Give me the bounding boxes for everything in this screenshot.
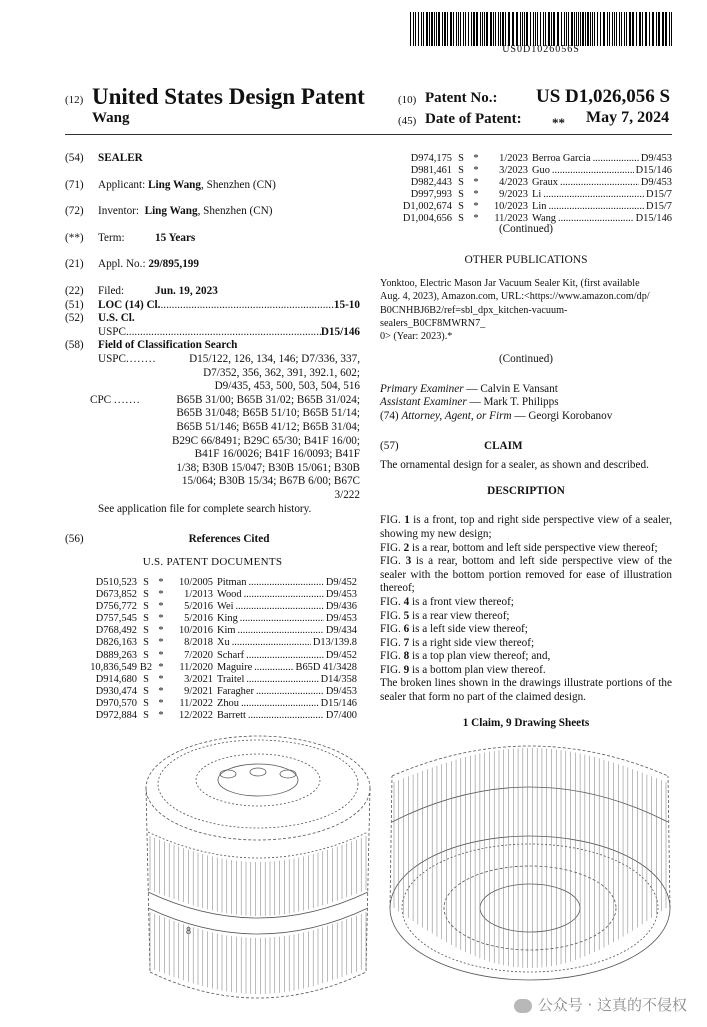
reference-cls: D14/358 (320, 673, 357, 685)
code-12: (12) (65, 94, 84, 106)
barcode-bar (580, 12, 581, 46)
reference-name: Wood (217, 589, 242, 601)
barcode-bar (614, 12, 615, 46)
barcode-bar (447, 12, 448, 46)
reference-cls: D15/146 (320, 697, 357, 709)
reference-kind: S (458, 177, 464, 189)
barcode-bar (543, 12, 544, 46)
code-45: (45) (398, 115, 417, 127)
barcode-bar (607, 12, 608, 46)
reference-row (65, 662, 357, 674)
reference-date: 9/2023 (499, 189, 528, 201)
barcode-bar (520, 12, 521, 46)
barcode-bar (619, 12, 620, 46)
reference-date: 11/2023 (494, 213, 528, 225)
barcode-bar (557, 12, 559, 46)
reference-kind: S (143, 710, 149, 722)
barcode-bar (442, 12, 443, 46)
barcode-bar (516, 12, 518, 46)
reference-kind: S (143, 697, 149, 709)
barcode-bar (548, 12, 550, 46)
reference-name: Guo (532, 165, 550, 177)
reference-kind: S (143, 625, 149, 637)
left-column: (54) SEALER (71) Applicant: Ling Wang , Shenzhen (CN) (72) Inventor: Ling Wang , Shenzhen (CN) (**) Term: 15 Years (21) Appl. No.: 29/895,199 (22) Filed: Jun. 19, 2023 (51) LOC (14) Cl. ..... 15-10 (52) U.S. Cl. USPC ..... D15/146 (58) Field of Classification Search USPC ........ D15/122, 126, 134, 146; D7/336, 337, D7/352, 356, 362, 391, 392.1, 602; D9/435, 453, 500, 503, 504, 516 CPC ....... B65B 31/00; B65B 31/02; B65B 31/024; B65B 31/048; B65B 51/10; B65B 51/14; B65B 51/146; B65B 41/12; B65B 31/04; B29C 66/8491; B29C 65/30; B41F 16/00; B41F 16/0026; B41F 16/0093; B41F 1/38; B30B 15/047; B30B 15/061; B30B 15/064; B30B 15/34; B67B 6/00; B67C 3/222 See application file for complete search history. (56) References Cited U.S. PATENT DOCUMENTS (65, 152, 360, 569)
barcode-bar (524, 12, 525, 46)
barcode-bar (508, 12, 510, 46)
barcode-bar (444, 12, 446, 46)
date-label: Date of Patent: (425, 111, 522, 127)
figure-label: 8 (186, 926, 191, 937)
reference-name: Maguire (217, 661, 253, 673)
barcode-bar (629, 12, 631, 46)
watermark (514, 994, 687, 1015)
barcode-bar (551, 12, 552, 46)
barcode-bar (671, 12, 672, 46)
description-item: FIG. 4 is a front view thereof; (380, 595, 514, 608)
code-10: (10) (398, 94, 417, 106)
reference-row (65, 698, 357, 710)
barcode-bar (553, 12, 555, 46)
barcode-bar (415, 12, 416, 46)
barcode-bar (423, 12, 424, 46)
reference-row (380, 153, 672, 165)
barcode-bar (476, 12, 478, 46)
reference-row (65, 650, 357, 662)
barcode-bar (426, 12, 428, 46)
term-value: 15 Years (155, 231, 196, 244)
wechat-icon (514, 999, 532, 1013)
barcode-bar (658, 12, 660, 46)
reference-cls: D9/453 (325, 589, 357, 601)
barcode-bar (590, 12, 591, 46)
continued-1: (Continued) (498, 223, 554, 235)
barcode-bar (450, 12, 452, 46)
reference-star: * (158, 649, 164, 661)
reference-cls: D7/400 (325, 710, 357, 722)
reference-name: Li (532, 189, 542, 201)
inventor-short: Wang (92, 110, 130, 126)
reference-date: 10/2005 (178, 577, 213, 588)
reference-kind: S (143, 637, 149, 649)
reference-no: D889,263 (95, 649, 137, 661)
barcode-bar (530, 12, 531, 46)
barcode-bar (453, 12, 454, 46)
uspc-classes: D15/122, 126, 134, 146; D7/336, 337, D7/352, 356, 362, 391, 392.1, 602; D9/435, 453, 500, 503, 504, 516 (189, 352, 360, 393)
barcode-bar (522, 12, 523, 46)
description-item: FIG. 2 is a rear, bottom and left side perspective view thereof; (380, 541, 658, 554)
document-title: United States Design Patent (92, 84, 365, 109)
description-item: FIG. 7 is a right side view thereof; (380, 636, 535, 649)
reference-name: Wang (532, 213, 556, 225)
reference-name: Faragher (217, 685, 254, 697)
barcode-bar (564, 12, 565, 46)
right-column: (Continued) OTHER PUBLICATIONS Yonktoo, Electric Mason Jar Vacuum Sealer Kit, (first available Aug. 4, 2023), Amazon.com, URL:<https://www.amazon.com/dp/ B0CNHBJ6B2/ref=sbl_dpx_kitchen-vacuum-sealers_B0CF8MWRN7_ 0> (Year: 2023).* (Continued) Primary Examiner — Calvin E Vansant Assistant Examiner — Mark T. Philipps (74) Attorney, Agent, or Firm — Georgi Korobanov (57) CLAIM The ornamental design for a sealer, as shown and described. DESCRIPTION FIG. 1 is a front, top and right side perspective view of a sealer, showing my new design; FIG. 2 is a rear, bottom and left side perspective view thereof; FIG. 3 is a rear, bottom and left side perspective view of the sealer with the bottom portion removed for ease of illustration thereof; FIG. 4 is a front view thereof; FIG. 5 is a rear view thereof; FIG. 6 is a left side view thereof; FIG. 7 is a right side view thereof; FIG. 8 is a top plan view thereof; and, FIG. 9 is a bottom plan view thereof. The broken lines shown in the drawings illustrate portions of the sealer that form no part of the claimed design. 1 Claim, 9 Drawing Sheets (380, 223, 672, 729)
reference-cls: D15/7 (646, 201, 672, 213)
reference-cls: D9/452 (325, 649, 357, 661)
reference-date: 10/2023 (493, 201, 528, 213)
reference-date: 5/2016 (184, 613, 213, 625)
filed-date: Jun. 19, 2023 (155, 284, 218, 297)
reference-no: D972,884 (95, 710, 137, 722)
description-item: FIG. 3 is a rear, bottom and left side perspective view of the sealer with the bottom portion removed for ease of illustration thereof; (380, 555, 672, 595)
reference-date: 1/2013 (184, 589, 213, 601)
barcode-bar (535, 12, 536, 46)
barcode-bar (540, 12, 541, 46)
reference-star: * (158, 625, 164, 637)
claim-text: The ornamental design for a sealer, as shown and described. (380, 459, 649, 472)
other-publications-heading: OTHER PUBLICATIONS (464, 253, 588, 266)
patent-no-label: Patent No.: (425, 90, 498, 106)
barcode-graphic (410, 12, 672, 46)
barcode-bar (597, 12, 598, 46)
barcode-bar (649, 12, 650, 46)
barcode-bar (545, 12, 546, 46)
references-list (65, 577, 357, 722)
reference-no: D1,004,656 (402, 213, 452, 225)
reference-no: D510,523 (95, 577, 137, 588)
references-list-continued (380, 153, 672, 226)
reference-kind: S (143, 649, 149, 661)
barcode-bar (456, 12, 457, 46)
reference-date: 8/2018 (184, 637, 213, 649)
barcode-bar (645, 12, 647, 46)
reference-date: 10/2016 (178, 625, 213, 637)
barcode-bar (468, 12, 469, 46)
barcode-bar (609, 12, 610, 46)
reference-row (65, 637, 357, 649)
barcode-number: US0D1026056S (502, 44, 580, 55)
reference-no: D768,492 (95, 625, 137, 637)
barcode-bar (642, 12, 643, 46)
reference-star: * (473, 165, 479, 177)
reference-star: * (473, 189, 479, 201)
reference-star: * (158, 577, 164, 588)
reference-date: 3/2021 (184, 673, 213, 685)
barcode-bar (632, 12, 634, 46)
barcode-bar (431, 12, 433, 46)
assistant-examiner: Assistant Examiner — Mark T. Philipps (380, 396, 559, 409)
reference-name: Berroa Garcia (532, 153, 591, 164)
reference-cls: D15/146 (635, 165, 672, 177)
barcode-bar (624, 12, 625, 46)
description-item: FIG. 8 is a top plan view thereof; and, (380, 650, 551, 663)
barcode-bar (656, 12, 657, 46)
reference-cls: D9/452 (325, 577, 357, 588)
barcode-bar (418, 12, 419, 46)
reference-no: D826,163 (95, 637, 137, 649)
barcode-bar (665, 12, 667, 46)
reference-name: Traitel (217, 673, 245, 685)
us-patent-docs-heading: U.S. PATENT DOCUMENTS (142, 555, 283, 568)
reference-cls: D9/453 (640, 177, 672, 189)
description-item: FIG. 6 is a left side view thereof; (380, 623, 528, 636)
reference-date: 7/2020 (184, 649, 213, 661)
sealer-drawing (130, 712, 690, 1012)
barcode-bar (473, 12, 475, 46)
reference-no: D970,570 (95, 697, 137, 709)
reference-row (65, 577, 357, 589)
barcode-bar (493, 12, 494, 46)
reference-name: Zhou (217, 697, 239, 709)
sealer-front-view (146, 736, 370, 998)
reference-no: D981,461 (410, 165, 452, 177)
reference-star: * (473, 177, 479, 189)
reference-no: D930,474 (95, 685, 137, 697)
reference-name: Scharf (217, 649, 245, 661)
barcode-bar (526, 12, 528, 46)
barcode-bar (574, 12, 575, 46)
barcode-bar (594, 12, 595, 46)
loc-class: 15-10 (333, 298, 360, 311)
barcode-bar (438, 12, 440, 46)
barcode-bar (585, 12, 586, 46)
reference-kind: S (143, 673, 149, 685)
reference-star: * (158, 589, 164, 601)
reference-star: * (158, 613, 164, 625)
reference-star: * (158, 697, 164, 709)
reference-name: King (217, 613, 238, 625)
reference-kind: S (458, 201, 464, 213)
reference-cls: D9/453 (325, 685, 357, 697)
reference-kind: S (458, 213, 464, 225)
reference-date: 3/2023 (499, 165, 528, 177)
attorney: (74) Attorney, Agent, or Firm — Georgi Korobanov (380, 409, 613, 422)
barcode-bar (587, 12, 589, 46)
description-item: FIG. 9 is a bottom plan view thereof. (380, 663, 546, 676)
reference-cls: D15/7 (646, 189, 672, 201)
reference-kind: B2 (139, 661, 153, 673)
barcode-bar (600, 12, 601, 46)
reference-cls: B65D 41/3428 (295, 661, 357, 673)
patent-number: US D1,026,056 S (536, 86, 671, 107)
other-publications-text: Yonktoo, Electric Mason Jar Vacuum Sealer Kit, (first available Aug. 4, 2023), Amazon.com, URL:<https://www.amazon.com/dp/ B0CNHBJ6B2/ref=sbl_dpx_kitchen-vacuum-sealers_B0CF8MWRN7_ 0> (Year: 2023).* (380, 278, 650, 342)
barcode-bar (505, 12, 506, 46)
reference-kind: S (143, 601, 149, 613)
reference-cls: D9/453 (325, 613, 357, 625)
barcode-bar (463, 12, 464, 46)
reference-row (380, 201, 672, 213)
barcode-bar (621, 12, 622, 46)
reference-star: * (158, 661, 164, 673)
barcode-bar (460, 12, 461, 46)
description-heading: DESCRIPTION (487, 484, 565, 497)
reference-row (380, 177, 672, 189)
description-item: FIG. 1 is a front, top and right side perspective view of a sealer, showing my new design; (380, 514, 672, 540)
reference-row (65, 613, 357, 625)
reference-star: * (473, 153, 479, 164)
us-class: D15/146 (320, 325, 360, 338)
watermark-text: 公众号 · 这真的不侵权 (537, 996, 687, 1014)
reference-no: D757,545 (95, 613, 137, 625)
claim-heading: CLAIM (484, 439, 523, 452)
reference-date: 11/2020 (179, 661, 213, 673)
reference-star: * (158, 601, 164, 613)
reference-cls: D9/436 (325, 601, 357, 613)
barcode-bar (652, 12, 654, 46)
reference-star: * (158, 673, 164, 685)
reference-row (65, 674, 357, 686)
barcode-bar (410, 12, 411, 46)
invention-title: SEALER (98, 152, 143, 164)
cpc-classes: B65B 31/00; B65B 31/02; B65B 31/024; B65B 31/048; B65B 51/10; B65B 51/14; B65B 51/146; B65B 41/12; B65B 31/04; B29C 66/8491; B29C 65/30; B41F 16/00; B41F 16/0026; B41F 16/0093; B41F 1/38; B30B 15/047; B30B 15/061; B30B 15/064; B30B 15/34; B67B 6/00; B67C 3/222 (171, 393, 360, 501)
reference-cls: D13/139.8 (312, 637, 357, 649)
reference-date: 11/2022 (179, 697, 213, 709)
reference-no: D982,443 (410, 177, 452, 189)
reference-star: * (158, 685, 164, 697)
barcode-bar (434, 12, 435, 46)
primary-examiner: Primary Examiner — Calvin E Vansant (380, 382, 558, 395)
reference-no: D673,852 (95, 589, 137, 601)
barcode-bar (578, 12, 579, 46)
barcode-bar (500, 12, 501, 46)
barcode-bar (571, 12, 573, 46)
reference-name: Kim (217, 625, 236, 637)
barcode-bar (603, 12, 605, 46)
reference-name: Barrett (217, 710, 246, 722)
reference-date: 12/2022 (178, 710, 213, 722)
barcode-bar (480, 12, 481, 46)
barcode-bar (576, 12, 577, 46)
appl-number: 29/895,199 (148, 258, 199, 271)
reference-name: Wei (217, 601, 234, 613)
search-history-note: See application file for complete search history. (98, 503, 312, 516)
reference-row (380, 189, 672, 201)
barcode-bar (616, 12, 617, 46)
barcode-bar (484, 12, 485, 46)
reference-star: * (158, 710, 164, 722)
reference-kind: S (143, 685, 149, 697)
reference-star: * (158, 637, 164, 649)
barcode-bar (413, 12, 414, 46)
barcode-bar (498, 12, 499, 46)
reference-row (65, 686, 357, 698)
reference-name: Xu (217, 637, 230, 649)
barcode-bar (612, 12, 613, 46)
reference-name: Graux (532, 177, 558, 189)
barcode-bar (502, 12, 504, 46)
barcode-bar (429, 12, 430, 46)
barcode-bar (566, 12, 567, 46)
patent-date: May 7, 2024 (586, 109, 670, 126)
date-mark: ** (552, 115, 565, 130)
reference-date: 5/2016 (184, 601, 213, 613)
reference-kind: S (458, 189, 464, 201)
barcode-bar (537, 12, 538, 46)
barcode-bar (669, 12, 670, 46)
barcode-bar (436, 12, 437, 46)
reference-row (380, 165, 672, 177)
continued-2: (Continued) (498, 353, 554, 366)
reference-star: * (473, 201, 479, 213)
barcode-bar (482, 12, 483, 46)
reference-kind: S (143, 589, 149, 601)
barcode-bar (421, 12, 422, 46)
reference-cls: D9/453 (640, 153, 672, 164)
reference-kind: S (458, 153, 464, 164)
barcode-bar (471, 12, 472, 46)
reference-date: 1/2023 (499, 153, 528, 164)
reference-name: Pitman (217, 577, 247, 588)
barcode-bar (458, 12, 459, 46)
barcode-bar (626, 12, 627, 46)
reference-row (65, 625, 357, 637)
reference-no: D974,175 (410, 153, 452, 164)
reference-no: 10,836,549 (90, 661, 137, 673)
header-rule (65, 134, 672, 135)
barcode-bar (533, 12, 534, 46)
barcode-bar (568, 12, 569, 46)
broken-lines-note: The broken lines shown in the drawings illustrate portions of the sealer that form no part of the claimed design. (380, 677, 672, 704)
reference-kind: S (143, 577, 149, 588)
inventor-name: Ling Wang (144, 205, 198, 218)
reference-date: 9/2021 (184, 685, 213, 697)
barcode-bar (582, 12, 584, 46)
barcode-bar (490, 12, 492, 46)
description-item: FIG. 5 is a rear view thereof; (380, 609, 510, 622)
reference-no: D914,680 (95, 673, 137, 685)
barcode-bar (465, 12, 466, 46)
barcode-bar (662, 12, 664, 46)
references-heading: References Cited (188, 533, 270, 546)
applicant-name: Ling Wang (148, 178, 201, 191)
barcode-bar (592, 12, 593, 46)
reference-row (65, 589, 357, 601)
reference-no: D756,772 (95, 601, 137, 613)
reference-name: Lin (532, 201, 547, 213)
barcode-bar (512, 12, 514, 46)
reference-no: D997,993 (410, 189, 452, 201)
description-list (380, 514, 672, 677)
barcode-bar (639, 12, 641, 46)
barcode-bar (636, 12, 637, 46)
reference-kind: S (143, 613, 149, 625)
reference-no: D1,002,674 (402, 201, 452, 213)
reference-row (65, 601, 357, 613)
reference-star: * (473, 213, 479, 225)
reference-cls: D9/434 (325, 625, 357, 637)
reference-date: 4/2023 (499, 177, 528, 189)
reference-cls: D15/146 (635, 213, 672, 225)
reference-kind: S (458, 165, 464, 177)
claims-sheets-count: 1 Claim, 9 Drawing Sheets (462, 716, 590, 729)
barcode-bar (495, 12, 496, 46)
barcode-bar (486, 12, 488, 46)
barcode-bar (561, 12, 562, 46)
